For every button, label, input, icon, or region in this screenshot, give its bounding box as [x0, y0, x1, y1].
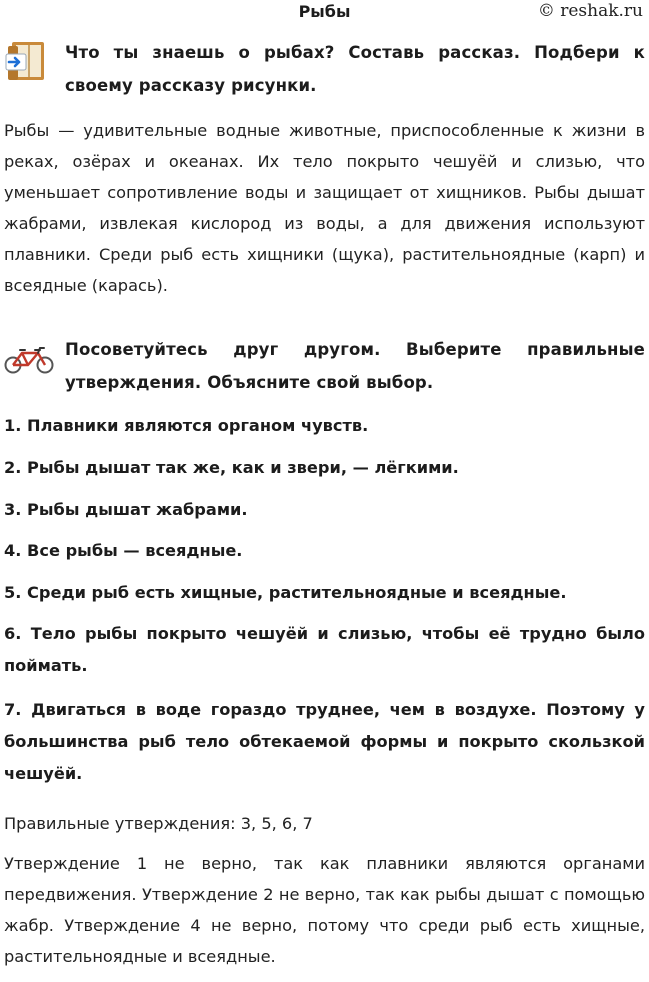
book-arrow-icon: [4, 40, 48, 88]
statement-6: 6. Тело рыбы покрыто чешуёй и слизью, чтобы её трудно было поймать.: [4, 624, 645, 675]
statement-1: 1. Плавники являются органом чувств.: [4, 416, 369, 435]
task-discuss-text: Посоветуйтесь друг другом. Выберите правильные утверждения. Объясните свой выбор.: [65, 340, 645, 392]
statement-4: 4. Все рыбы — всеядные.: [4, 541, 243, 560]
statement-5: 5. Среди рыб есть хищные, растительноядные и всеядные.: [4, 583, 567, 602]
task-discuss: [0, 333, 649, 399]
tandem-bicycle-icon: [4, 343, 54, 379]
statement-2: 2. Рыбы дышат так же, как и звери, — лёгкими.: [4, 458, 459, 477]
task-story: [0, 36, 649, 108]
answer-line: Правильные утверждения: 3, 5, 6, 7: [4, 814, 313, 833]
task-story-text: Что ты знаешь о рыбах? Составь рассказ. Подбери к своему рассказу рисунки.: [65, 43, 645, 95]
statement-7: 7. Двигаться в воде гораздо труднее, чем в воздухе. Поэтому у большинства рыб тело обтекаемой формы и покрыто скользкой чешуёй.: [4, 700, 645, 783]
page-title: Рыбы: [298, 2, 351, 21]
story-paragraph: Рыбы — удивительные водные животные, приспособленные к жизни в реках, озёрах и океанах. Их тело покрыто чешуёй и слизью, что уменьшает сопротивление воды и защищает от хищников. Рыбы дышат жабрами, извлекая кислород из воды, а для движения используют плавники. Среди рыб есть хищники (щука), растительноядные (карп) и всеядные (карась).: [4, 121, 645, 295]
explanation-paragraph: Утверждение 1 не верно, так как плавники являются органами передвижения. Утверждение 2 не верно, так как рыбы дышат с помощью жабр. Утверждение 4 не верно, потому что среди рыб есть хищные, растительноядные и всеядные.: [4, 854, 645, 966]
statement-3: 3. Рыбы дышат жабрами.: [4, 500, 248, 519]
site-label[interactable]: © reshak.ru: [537, 1, 643, 21]
